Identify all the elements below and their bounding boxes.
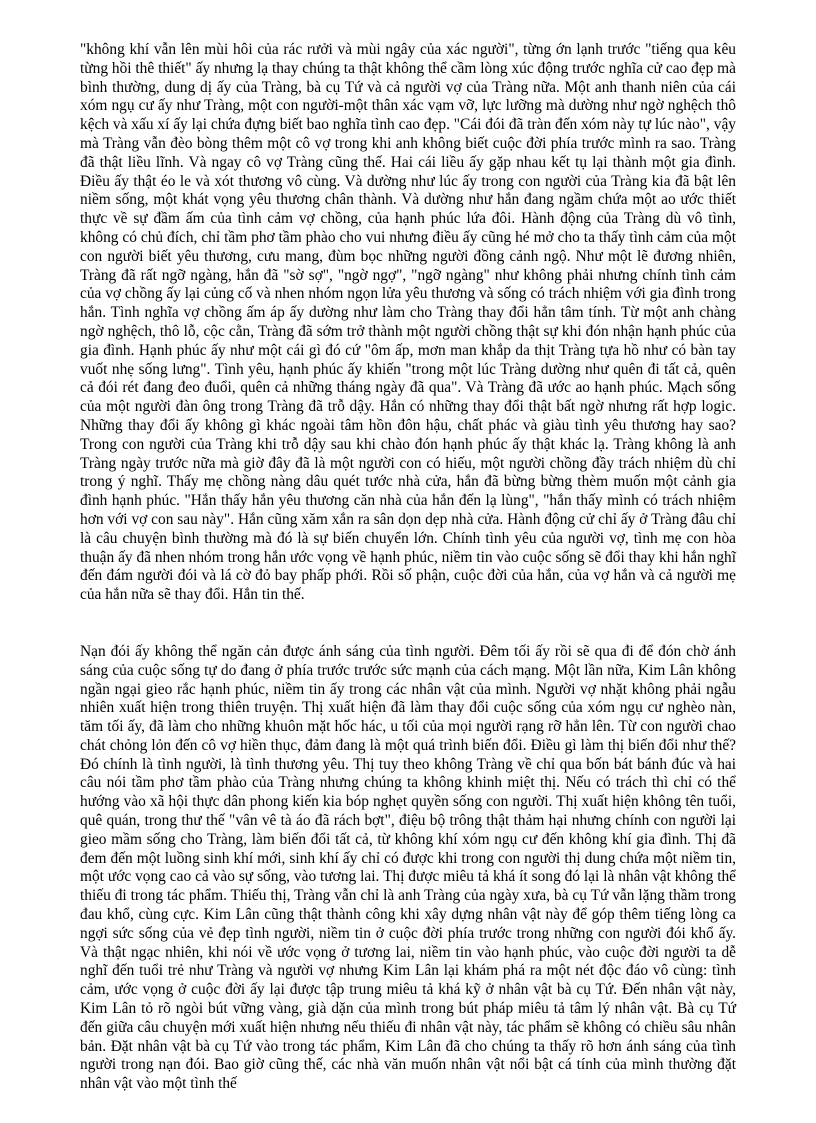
paragraph-1: "không khí vẫn lên mùi hôi của rác rưởi và mùi ngây của xác người", từng ớn lạnh trước "tiếng qua kêu từng hồi thê thiết" ấy nhưng lạ thay chúng ta thật không thể cầm lòng xúc động trước nghĩa cử cao đẹp mà bình thường, dung dị ấy của Tràng, bà cụ Tứ và cả người vợ của Tràng nữa. Một anh thanh niên của cái xóm ngụ cư ấy như Tràng, một con người-một thân xác vạm vỡ, lực lưỡng mà dường như ngờ nghệch thô kệch và xấu xí ấy lại chứa đựng biết bao nghĩa tình cao đẹp. "Cái đói đã tràn đến xóm này tự lúc nào", vậy mà Tràng vẫn đèo bòng thêm một cô vợ trong khi anh không biết cuộc đời phía trước mình ra sao. Tràng đã thật liều lĩnh. Và ngay cô vợ Tràng cũng thế. Hai cái liều ấy gặp nhau kết tụ lại thành một gia đình. Điều ấy thật éo le và xót thương vô cùng. Và dường như lúc ấy trong con người của Tràng kia đã bật lên niềm sống, một khát vọng yêu thương chân thành. Và dường như hắn đang ngầm chứa một ao ước thiết thực về sự đầm ấm của tình cảm vợ chồng, của hạnh phúc lứa đôi. Hành động của Tràng dù vô tình, không có chủ đích, chỉ tầm phơ tầm phào cho vui nhưng điều ấy cũng hé mở cho ta thấy tình cảm của một con người biết yêu thương, cưu mang, đùm bọc những người đồng cảnh ngộ. Như một lẽ đương nhiên, Tràng đã rất ngỡ ngàng, hắn đã "sờ sợ", "ngờ ngợ", "ngỡ ngàng" như không phải nhưng chính tình cảm của vợ chồng ấy lại củng cố và nhen nhóm ngọn lửa yêu thương và sống có trách nhiệm với gia đình trong hắn. Tình nghĩa vợ chồng ấm áp ấy dường như làm cho Tràng thay đổi hẳn tâm tính. Từ một anh chàng ngờ nghệch, thô lỗ, cộc cằn, Tràng đã sớm trở thành một người chồng thật sự khi đón nhận hạnh phúc của gia đình. Hạnh phúc ấy như một cái gì đó cứ "ôm ấp, mơn man khắp da thịt Tràng tựa hồ như có bàn tay vuốt nhẹ sống lưng". Tình yêu, hạnh phúc ấy khiến "trong một lúc Tràng dường như quên đi tất cả, quên cả đói rét đang đeo đuổi, quên cả những tháng ngày đã qua". Và Tràng đã ước ao hạnh phúc. Mạch sống của một người đàn ông trong Tràng đã trỗ dậy. Hắn có những thay đổi thật bất ngờ nhưng rất hợp logic. Những thay đổi ấy không gì khác ngoài tâm hồn đôn hậu, chất phác và giàu tình yêu thương hay sao? Trong con người của Tràng khi trỗ dậy sau khi chào đón hạnh phúc ấy thật khác lạ. Tràng không là anh Tràng ngày trước nữa mà giờ đây đã là một người con có hiếu, một người chồng đầy trách nhiệm dù chỉ trong ý nghĩ. Thấy mẹ chồng nàng dâu quét tước nhà cửa, hắn đã bừng bừng thèm muốn một cảnh gia đình hạnh phúc. "Hắn thấy hắn yêu thương căn nhà của hắn đến lạ lùng", "hắn thấy mình có trách nhiệm hơn với vợ con sau này". Hắn cũng xăm xắn ra sân dọn dẹp nhà cửa. Hành động cử chỉ ấy ở Tràng đâu chỉ là câu chuyện bình thường mà đó là sự biến chuyển lớn. Chính tình yêu của người vợ, tình mẹ con hòa thuận ấy đã nhen nhóm trong hắn ước vọng về hạnh phúc, niềm tin vào cuộc sống sẽ đổi thay khi hắn nghĩ đến đám người đói và lá cờ đỏ bay phấp phới. Rồi số phận, cuộc đời của hắn, của vợ hắn và cả người mẹ của hắn nữa sẽ thay đổi. Hắn tin thế. [80,41,736,604]
paragraph-2: Nạn đói ấy không thể ngăn cản được ánh sáng của tình người. Đêm tối ấy rồi sẽ qua đi để đón chờ ánh sáng của cuộc sống tự do đang ở phía trước trước sức mạnh của cách mạng. Một lần nữa, Kim Lân không ngần ngại gieo rắc hạnh phúc, niềm tin ấy trong các nhân vật của mình. Người vợ nhặt không phải ngẫu nhiên xuất hiện trong thiên truyện. Thị xuất hiện đã làm thay đổi cuộc sống của xóm ngụ cư nghèo nàn, tăm tối ấy, đã làm cho những khuôn mặt hốc hác, u tối của mọi người rạng rỡ hẳn lên. Từ con người chao chát chỏng lỏn đến cô vợ hiền thục, đảm đang là một quá trình biến đổi. Điều gì làm thị biến đổi như thế? Đó chính là tình người, là tình thương yêu. Thị tuy theo không Tràng về chỉ qua bốn bát bánh đúc và hai câu nói tầm phơ tầm phào của Tràng nhưng chúng ta không khinh miệt thị. Nếu có trách thì chỉ có thể hướng vào xã hội thực dân phong kiến kia bóp nghẹt quyền sống con người. Thị xuất hiện không tên tuổi, quê quán, trong thư thế "vân vê tà áo đã rách bợt", điệu bộ trông thật thảm hại nhưng chính con người lại gieo mầm sống cho Tràng, làm biến đổi tất cả, từ không khí xóm ngụ cư đến không khí gia đình. Thị đã đem đến một luồng sinh khí mới, sinh khí ấy chỉ có được khi trong con người thị dung chứa một niềm tin, một ước vọng cao cả vào sự sống, vào tương lai. Thị được miêu tả khá ít song đó lại là nhân vật không thể thiếu đi trong tác phẩm. Thiếu thị, Tràng vẫn chỉ là anh Tràng của ngày xưa, bà cụ Tứ vẫn lặng thầm trong đau khổ, cùng cực. Kim Lân cũng thật thành công khi xây dựng nhân vật này để góp thêm tiếng lòng ca ngợi sức sống của vẻ đẹp tình người, niềm tin ở cuộc đời phía trước trong những con người đói khổ ấy. Và thật ngạc nhiên, khi nói về ước vọng ở tương lai, niềm tin vào hạnh phúc, vào cuộc đời người ta dễ nghĩ đến tuổi trẻ như Tràng và người vợ nhưng Kim Lân lại khám phá ra một nét độc đáo vô cùng: tình cảm, ước vọng ở cuộc đời ấy lại được tập trung miêu tả khá kỹ ở nhân vật bà cụ Tứ. Đến nhân vật này, Kim Lân tỏ rõ ngòi bút vững vàng, già dặn của mình trong bút pháp miêu tả tâm lý nhân vật. Bà cụ Tứ đến giữa câu chuyện mới xuất hiện nhưng nếu thiếu đi nhân vật này, tác phẩm sẽ không có chiều sâu nhân bản. Đặt nhân vật bà cụ Tứ vào trong tác phẩm, Kim Lân đã cho chúng ta thấy rõ hơn ánh sáng của tình người trong nạn đói. Bao giờ cũng thế, các nhà văn muốn nhân vật nổi bật cá tính của mình thường đặt nhân vật vào một tình thế [80,642,736,1093]
paragraph-gap [80,605,736,643]
document-page [80,41,736,1094]
